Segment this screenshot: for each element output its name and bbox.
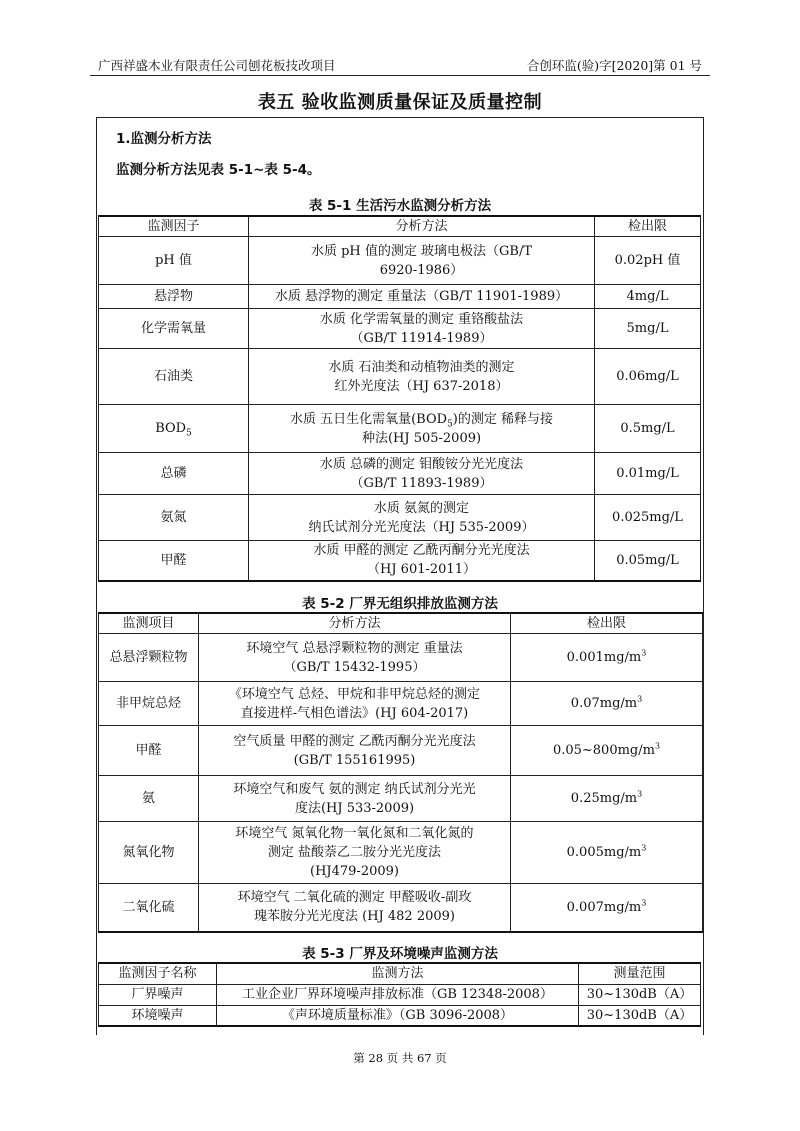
table-row bbox=[99, 776, 703, 822]
method-line: 水质 化学需氧量的测定 重铬酸盐法 bbox=[319, 311, 524, 327]
section-heading: 1.监测分析方法 bbox=[116, 131, 212, 147]
limit-cell bbox=[511, 776, 703, 822]
header-doc-number: 合创环监(验)字[2020]第 01 号 bbox=[526, 58, 702, 73]
header-cell: 分析方法 bbox=[199, 613, 511, 634]
table-5-2-caption: 表 5-2 厂界无组织排放监测方法 bbox=[302, 596, 498, 612]
method-line: (GB/T 155161995) bbox=[293, 752, 416, 768]
table-header-row bbox=[99, 216, 701, 237]
table-row bbox=[99, 634, 703, 682]
method-line: 水质 pH 值的测定 玻璃电极法（GB/T bbox=[310, 243, 533, 259]
page-title: 表五 验收监测质量保证及质量控制 bbox=[257, 92, 543, 113]
header-cell: 检出限 bbox=[595, 216, 701, 237]
item-cell: 甲醛 bbox=[99, 726, 199, 776]
factor-cell: 氨氮 bbox=[99, 495, 249, 541]
method-cell: 《声环境质量标准》（GB 3096-2008） bbox=[217, 1005, 579, 1026]
method-cell: 工业企业厂界环境噪声排放标准（GB 12348-2008） bbox=[217, 984, 579, 1005]
table-row bbox=[99, 237, 701, 285]
table-row bbox=[99, 495, 701, 541]
header-cell: 监测项目 bbox=[99, 613, 199, 634]
name-cell: 环境噪声 bbox=[99, 1005, 217, 1026]
limit-text: 0.25mg/m bbox=[570, 791, 638, 806]
limit-cell: 0.5mg/L bbox=[595, 405, 701, 453]
limit-cell: 0.05mg/L bbox=[595, 541, 701, 581]
section-intro: 监测分析方法见表 5-1~表 5-4。 bbox=[116, 162, 321, 178]
method-text: )的测定 稀释与接 bbox=[452, 411, 554, 427]
factor-cell: 化学需氧量 bbox=[99, 309, 249, 349]
method-line: 种法(HJ 505-2009) bbox=[361, 430, 482, 446]
method-line: 直接进样-气相色谱法》(HJ 604-2017) bbox=[240, 705, 469, 721]
table-row bbox=[99, 349, 701, 405]
table-row bbox=[99, 541, 701, 581]
table-5-1-caption: 表 5-1 生活污水监测分析方法 bbox=[308, 198, 492, 214]
method-line: 水质 石油类和动植物油类的测定 bbox=[328, 359, 515, 375]
limit-text: 0.05~800mg/m bbox=[552, 743, 655, 758]
limit-cell: 5mg/L bbox=[595, 309, 701, 349]
method-line: 红外光度法（HJ 637-2018） bbox=[334, 378, 509, 394]
name-cell: 厂界噪声 bbox=[99, 984, 217, 1005]
limit-cell bbox=[511, 726, 703, 776]
method-line: 空气质量 甲醛的测定 乙酰丙酮分光光度法 bbox=[233, 733, 476, 749]
header-cell: 监测方法 bbox=[217, 963, 579, 984]
table-row bbox=[99, 453, 701, 495]
factor-cell: pH 值 bbox=[99, 237, 249, 285]
factor-cell bbox=[99, 405, 249, 453]
method-cell bbox=[249, 541, 595, 581]
unit-superscript: 3 bbox=[641, 648, 647, 658]
table-row bbox=[99, 285, 701, 309]
header-cell: 测量范围 bbox=[579, 963, 701, 984]
header-cell: 监测因子名称 bbox=[99, 963, 217, 984]
method-line: 水质 氨氮的测定 bbox=[373, 500, 470, 516]
factor-cell: 总磷 bbox=[99, 453, 249, 495]
method-cell bbox=[199, 682, 511, 726]
table-row bbox=[99, 822, 703, 884]
item-cell: 氮氧化物 bbox=[99, 822, 199, 884]
method-text: 水质 五日生化需氧量(BOD bbox=[289, 411, 448, 427]
unit-superscript: 3 bbox=[637, 694, 643, 704]
item-cell: 总悬浮颗粒物 bbox=[99, 634, 199, 682]
limit-text: 0.07mg/m bbox=[570, 696, 638, 711]
table-header-row bbox=[99, 963, 701, 984]
method-cell bbox=[249, 495, 595, 541]
limit-cell: 0.01mg/L bbox=[595, 453, 701, 495]
table-row bbox=[99, 682, 703, 726]
header-cell: 检出限 bbox=[511, 613, 703, 634]
range-cell: 30~130dB（A） bbox=[579, 984, 701, 1005]
limit-cell: 0.025mg/L bbox=[595, 495, 701, 541]
method-cell bbox=[199, 884, 511, 932]
method-line: 度法(HJ 533-2009) bbox=[294, 800, 415, 816]
limit-cell: 0.06mg/L bbox=[595, 349, 701, 405]
method-cell: 水质 悬浮物的测定 重量法（GB/T 11901-1989） bbox=[249, 285, 595, 309]
unit-superscript: 3 bbox=[641, 843, 647, 853]
page-number: 第 28 页 共 67 页 bbox=[353, 1051, 447, 1065]
limit-cell bbox=[511, 884, 703, 932]
table-row bbox=[99, 405, 701, 453]
unit-superscript: 3 bbox=[637, 789, 643, 799]
table-row bbox=[99, 884, 703, 932]
method-line: 环境空气和废气 氨的测定 纳氏试剂分光光 bbox=[233, 781, 476, 797]
factor-cell: 甲醛 bbox=[99, 541, 249, 581]
method-cell bbox=[249, 349, 595, 405]
header-cell: 监测因子 bbox=[99, 216, 249, 237]
method-line: （GB/T 11893-1989） bbox=[350, 475, 493, 491]
method-line: （GB/T 11914-1989） bbox=[350, 330, 493, 346]
table-row bbox=[99, 984, 701, 1005]
method-line: （HJ 601-2011） bbox=[367, 562, 476, 578]
method-line: 《环境空气 总烃、甲烷和非甲烷总烃的测定 bbox=[228, 686, 481, 702]
method-cell bbox=[249, 453, 595, 495]
method-line: 环境空气 总悬浮颗粒物的测定 重量法 bbox=[246, 640, 463, 656]
method-cell bbox=[249, 309, 595, 349]
limit-text: 0.001mg/m bbox=[566, 650, 642, 665]
item-cell: 二氧化硫 bbox=[99, 884, 199, 932]
unit-superscript: 3 bbox=[654, 741, 661, 751]
method-cell bbox=[249, 237, 595, 285]
method-cell bbox=[199, 634, 511, 682]
method-line: 测定 盐酸萘乙二胺分光光度法 bbox=[267, 845, 442, 860]
header-project-name: 广西祥盛木业有限责任公司刨花板技改项目 bbox=[98, 58, 336, 73]
method-cell bbox=[249, 405, 595, 453]
unit-superscript: 3 bbox=[641, 898, 647, 908]
factor-subscript: 5 bbox=[186, 428, 192, 439]
method-line: 水质 甲醛的测定 乙酰丙酮分光光度法 bbox=[313, 543, 530, 559]
limit-cell bbox=[511, 682, 703, 726]
factor-text: BOD bbox=[155, 421, 187, 436]
method-line: (HJ479-2009) bbox=[310, 864, 399, 879]
method-line: 环境空气 氮氧化物一氧化氮和二氧化氮的 bbox=[235, 826, 474, 841]
factor-cell: 石油类 bbox=[99, 349, 249, 405]
method-line: （GB/T 15432-1995） bbox=[283, 659, 426, 675]
limit-cell: 0.02pH 值 bbox=[595, 237, 701, 285]
table-5-1 bbox=[98, 215, 701, 582]
factor-cell: 悬浮物 bbox=[99, 285, 249, 309]
method-cell bbox=[199, 726, 511, 776]
item-cell: 非甲烷总烃 bbox=[99, 682, 199, 726]
limit-cell bbox=[511, 822, 703, 884]
method-line: 瑰苯胺分光光度法 (HJ 482 2009) bbox=[254, 909, 455, 925]
table-row bbox=[99, 309, 701, 349]
method-line: 纳氏试剂分光光度法（HJ 535-2009） bbox=[308, 519, 535, 535]
method-line: 6920-1986） bbox=[379, 262, 464, 278]
range-cell: 30~130dB（A） bbox=[579, 1005, 701, 1026]
method-line: 水质 总磷的测定 钼酸铵分光光度法 bbox=[319, 456, 524, 472]
method-cell bbox=[199, 822, 511, 884]
table-5-3 bbox=[98, 962, 701, 1027]
table-header-row bbox=[99, 613, 703, 634]
item-cell: 氨 bbox=[99, 776, 199, 822]
limit-cell: 4mg/L bbox=[595, 285, 701, 309]
table-row bbox=[99, 726, 703, 776]
limit-text: 0.005mg/m bbox=[566, 845, 642, 860]
table-5-2 bbox=[98, 612, 703, 933]
limit-cell bbox=[511, 634, 703, 682]
method-cell bbox=[199, 776, 511, 822]
header-cell: 分析方法 bbox=[249, 216, 595, 237]
table-row bbox=[99, 1005, 701, 1026]
limit-text: 0.007mg/m bbox=[566, 899, 642, 915]
header-rule bbox=[90, 75, 710, 76]
table-5-3-caption: 表 5-3 厂界及环境噪声监测方法 bbox=[302, 946, 498, 962]
method-line: 环境空气 二氧化硫的测定 甲醛吸收-副玫 bbox=[237, 890, 472, 906]
method-subscript: 5 bbox=[447, 419, 453, 430]
